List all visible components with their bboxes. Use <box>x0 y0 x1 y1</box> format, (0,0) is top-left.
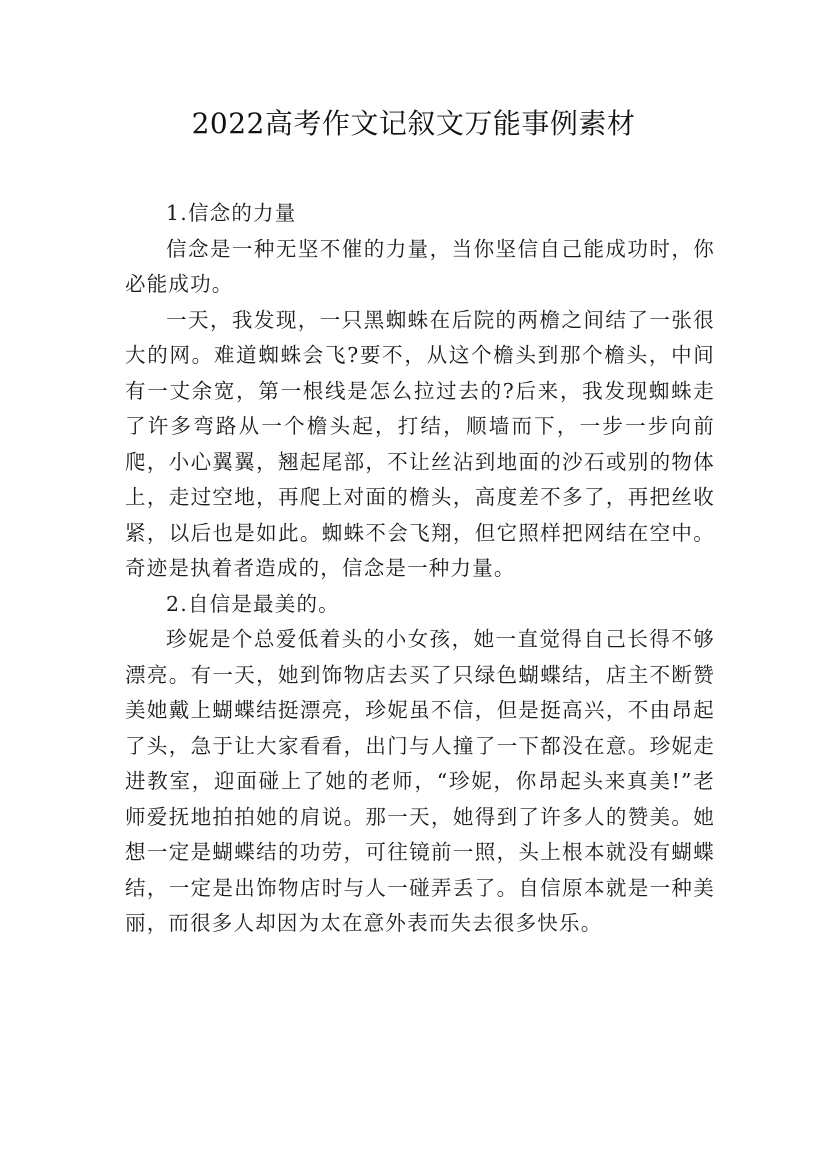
paragraph: 一天，我发现，一只黑蜘蛛在后院的两檐之间结了一张很大的网。难道蜘蛛会飞?要不，从这个檐头到那个檐头，中间有一丈余宽，第一根线是怎么拉过去的?后来，我发现蜘蛛走了许多弯路从一个檐头起，打结，顺墙而下，一步一步向前爬，小心翼翼，翘起尾部，不让丝沾到地面的沙石或别的物体上，走过空地，再爬上对面的檐头，高度差不多了，再把丝收紧，以后也是如此。蜘蛛不会飞翔，但它照样把网结在空中。奇迹是执着者造成的，信念是一种力量。 <box>125 307 715 580</box>
section-heading-2: 2.自信是最美的。 <box>166 591 340 616</box>
paragraph: 珍妮是个总爱低着头的小女孩，她一直觉得自己长得不够漂亮。有一天，她到饰物店去买了只绿色蝴蝶结，店主不断赞美她戴上蝴蝶结挺漂亮，珍妮虽不信，但是挺高兴，不由昂起了头，急于让大家看看，出门与人撞了一下都没在意。珍妮走进教室，迎面碰上了她的老师，“珍妮，你昂起头来真美!”老师爱抚地拍拍她的肩说。那一天，她得到了许多人的赞美。她想一定是蝴蝶结的功劳，可往镜前一照，头上根本就没有蝴蝶结，一定是出饰物店时与人一碰弄丢了。自信原本就是一种美丽，而很多人却因为太在意外表而失去很多快乐。 <box>125 627 716 935</box>
paragraph: 信念是一种无坚不催的力量，当你坚信自己能成功时，你必能成功。 <box>125 236 715 296</box>
section-heading-1: 1.信念的力量 <box>166 201 297 225</box>
document-body <box>125 196 715 942</box>
document-title: 2022高考作文记叙文万能事例素材 <box>191 107 636 140</box>
